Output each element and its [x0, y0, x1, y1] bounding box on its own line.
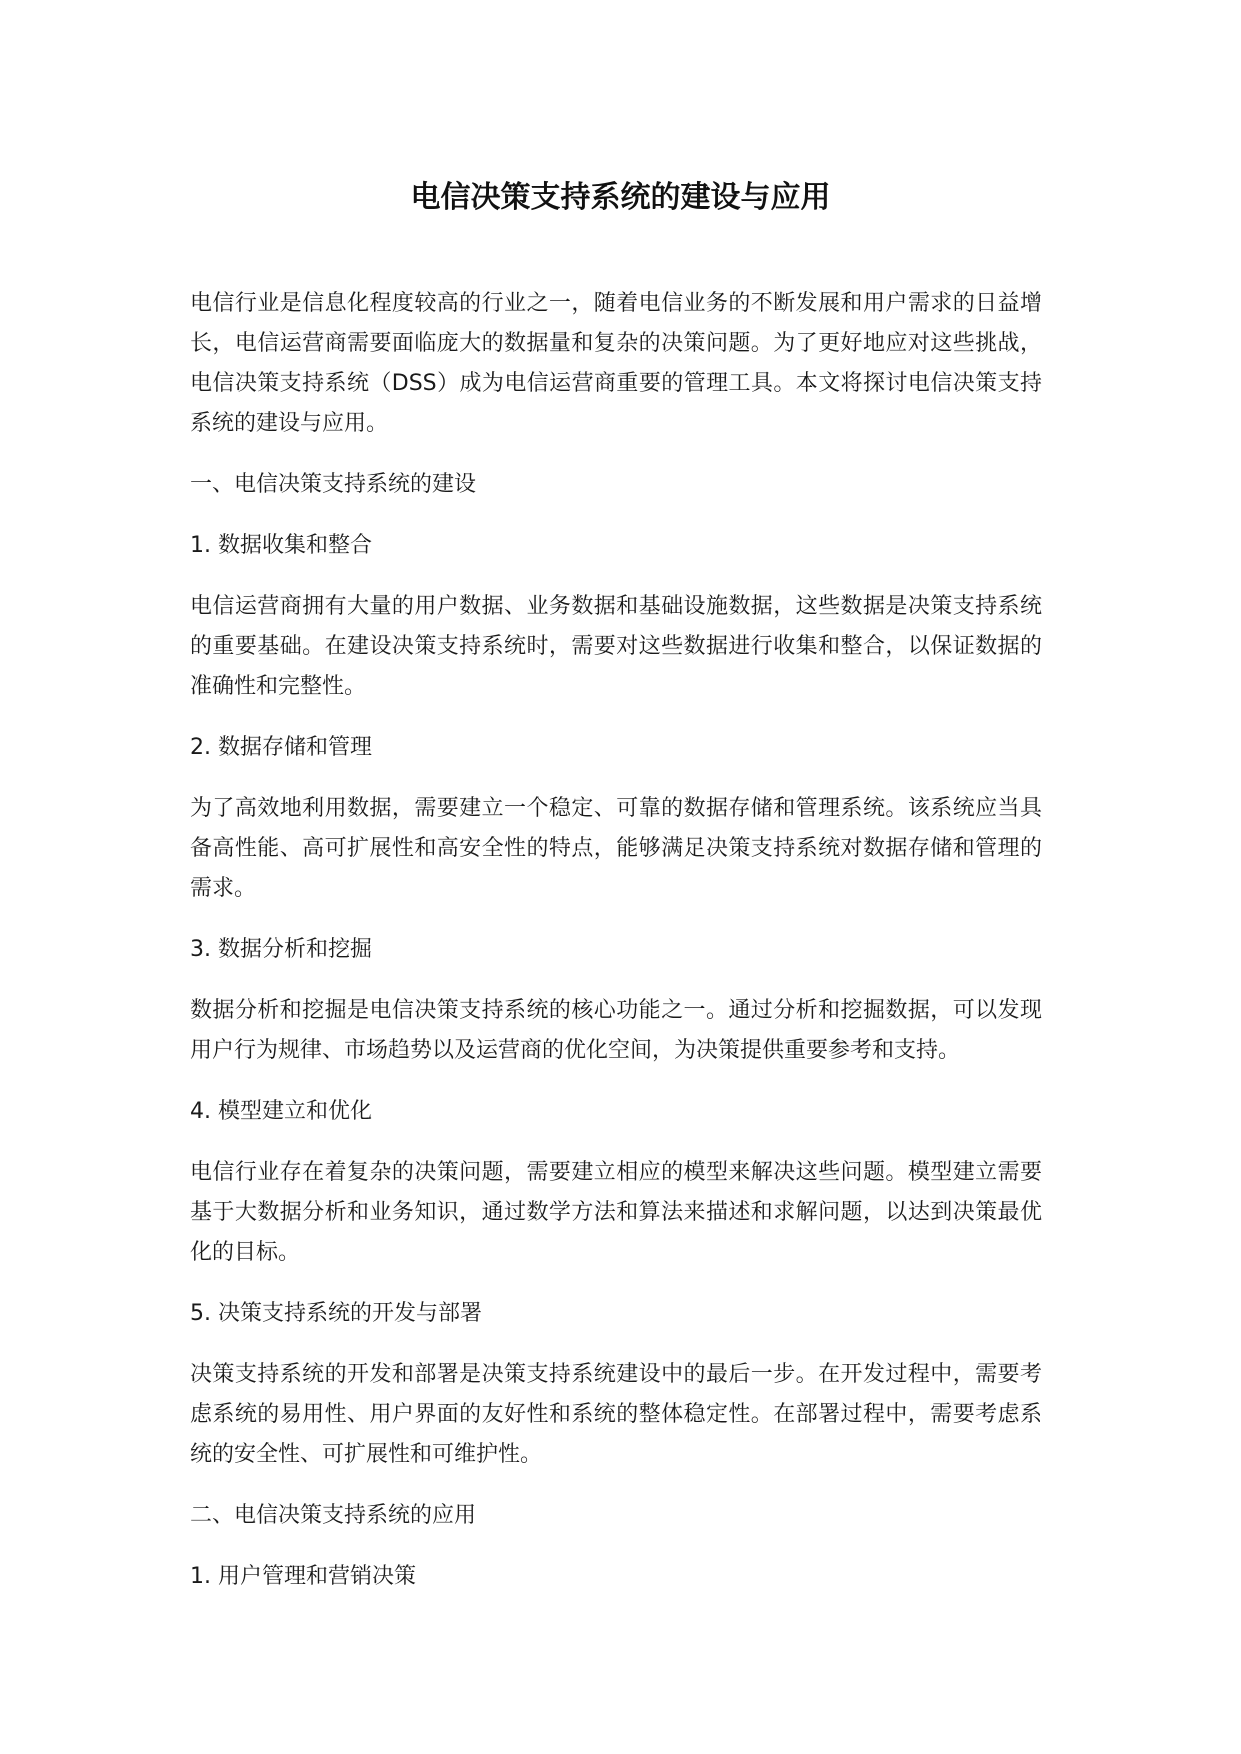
section-heading-construction: 一、电信决策支持系统的建设	[190, 472, 477, 497]
section-heading-application: 二、电信决策支持系统的应用	[190, 1503, 477, 1528]
subsection-heading-user-management: 1. 用户管理和营销决策	[190, 1564, 416, 1589]
subsection-heading-data-analysis: 3. 数据分析和挖掘	[190, 937, 372, 962]
document-title: 电信决策支持系统的建设与应用	[410, 180, 831, 215]
subsection-heading-data-storage: 2. 数据存储和管理	[190, 735, 372, 760]
intro-paragraph: 电信行业是信息化程度较高的行业之一，随着电信业务的不断发展和用户需求的日益增长，电信运营商需要面临庞大的数据量和复杂的决策问题。为了更好地应对这些挑战，电信决策支持系统（DSS）成为电信运营商重要的管理工具。本文将探讨电信决策支持系统的建设与应用。	[190, 291, 1042, 436]
paragraph-development: 决策支持系统的开发和部署是决策支持系统建设中的最后一步。在开发过程中，需要考虑系统的易用性、用户界面的友好性和系统的整体稳定性。在部署过程中，需要考虑系统的安全性、可扩展性和可维护性。	[190, 1362, 1042, 1467]
subsection-heading-development: 5. 决策支持系统的开发与部署	[190, 1301, 482, 1326]
paragraph-data-storage: 为了高效地利用数据，需要建立一个稳定、可靠的数据存储和管理系统。该系统应当具备高性能、高可扩展性和高安全性的特点，能够满足决策支持系统对数据存储和管理的需求。	[190, 796, 1042, 901]
subsection-heading-data-collection: 1. 数据收集和整合	[190, 533, 372, 558]
paragraph-modeling: 电信行业存在着复杂的决策问题，需要建立相应的模型来解决这些问题。模型建立需要基于大数据分析和业务知识，通过数学方法和算法来描述和求解问题，以达到决策最优化的目标。	[190, 1160, 1042, 1265]
subsection-heading-modeling: 4. 模型建立和优化	[190, 1099, 372, 1124]
paragraph-data-analysis: 数据分析和挖掘是电信决策支持系统的核心功能之一。通过分析和挖掘数据，可以发现用户行为规律、市场趋势以及运营商的优化空间，为决策提供重要参考和支持。	[190, 998, 1042, 1063]
paragraph-data-collection: 电信运营商拥有大量的用户数据、业务数据和基础设施数据，这些数据是决策支持系统的重要基础。在建设决策支持系统时，需要对这些数据进行收集和整合，以保证数据的准确性和完整性。	[190, 594, 1042, 699]
document-body	[190, 284, 1042, 1618]
